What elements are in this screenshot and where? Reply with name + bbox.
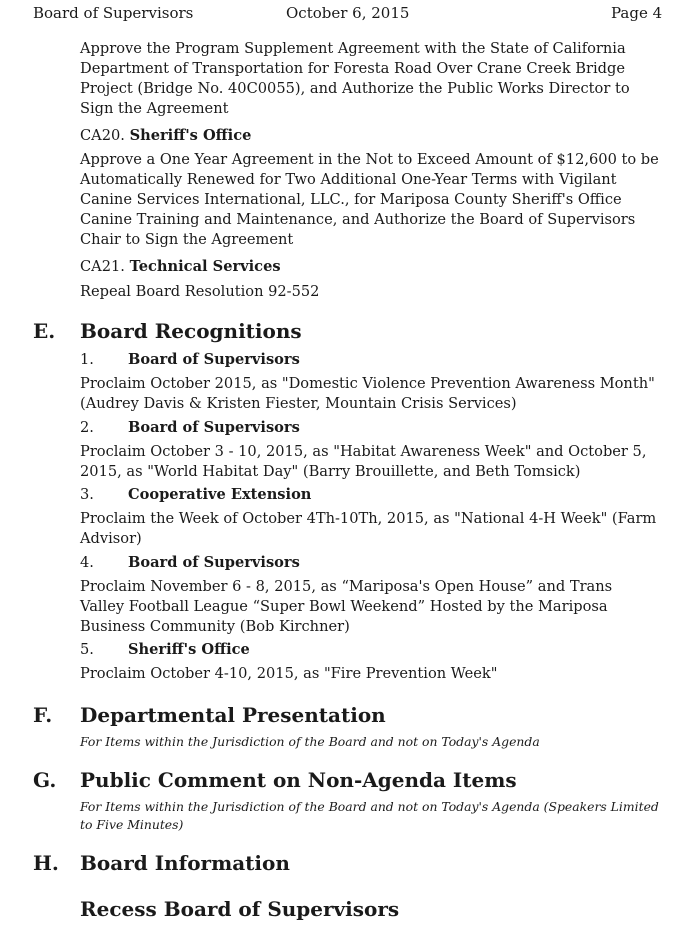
recognition-number: 1. <box>80 351 94 368</box>
consent-item-heading-ca20 <box>80 126 251 146</box>
consent-item-dept: Technical Services <box>129 258 281 275</box>
consent-item-code: CA21. <box>80 258 125 275</box>
recess-title: Recess Board of Supervisors <box>80 897 400 921</box>
section-g-letter: G. <box>33 768 57 792</box>
header-page-number: Page 4 <box>611 4 663 22</box>
consent-item-text-ca21: Repeal Board Resolution 92-552 <box>80 283 320 300</box>
section-h-letter: H. <box>33 851 59 875</box>
section-h-title: Board Information <box>80 851 290 875</box>
section-g-title: Public Comment on Non-Agenda Items <box>80 768 517 792</box>
recognition-title: Cooperative Extension <box>128 486 312 503</box>
section-e-title: Board Recognitions <box>80 319 302 343</box>
recognition-text: Proclaim October 2015, as "Domestic Violence Prevention Awareness Month" (Audrey Davis & Kristen Fiester, Mountain Crisis Services) <box>80 375 655 412</box>
recognition-number: 5. <box>80 641 94 658</box>
consent-item-text-ca20: Approve a One Year Agreement in the Not to Exceed Amount of $12,600 to be Automatically Renewed for Two Additional One-Year Terms with Vigilant Canine Services International, LLC., for Mariposa County Sheriff's Office Canine Training and Maintenance, and Authorize the Board of Supervisors Chair to Sign the Agreement <box>80 151 659 248</box>
recognition-title: Board of Supervisors <box>128 351 300 368</box>
consent-item-dept: Sheriff's Office <box>129 127 252 144</box>
section-g-note: For Items within the Jurisdiction of the Board and not on Today's Agenda (Speakers Limited to Five Minutes) <box>80 799 659 832</box>
recognition-text: Proclaim the Week of October 4Th-10Th, 2015, as "National 4-H Week" (Farm Advisor) <box>80 510 657 547</box>
section-f-note: For Items within the Jurisdiction of the Board and not on Today's Agenda <box>80 734 540 749</box>
consent-item-heading-ca21 <box>80 257 281 277</box>
recognition-number: 4. <box>80 554 94 571</box>
recognition-text: Proclaim October 4-10, 2015, as "Fire Prevention Week" <box>80 665 498 682</box>
section-f-letter: F. <box>33 703 53 727</box>
recognition-title: Sheriff's Office <box>128 641 250 658</box>
recognition-title: Board of Supervisors <box>128 554 300 571</box>
consent-item-code: CA20. <box>80 127 125 144</box>
header-date: October 6, 2015 <box>286 4 410 22</box>
section-f-title: Departmental Presentation <box>80 703 386 727</box>
recognition-number: 3. <box>80 486 94 503</box>
recognition-text: Proclaim November 6 - 8, 2015, as “Mariposa's Open House” and Trans Valley Football League “Super Bowl Weekend” Hosted by the Mariposa Business Community (Bob Kirchner) <box>80 578 613 635</box>
recognition-number: 2. <box>80 419 94 436</box>
recognition-text: Proclaim October 3 - 10, 2015, as "Habitat Awareness Week" and October 5, 2015, as "World Habitat Day" (Barry Brouillette, and Beth Tomsick) <box>80 443 647 480</box>
consent-item-text-ca19: Approve the Program Supplement Agreement with the State of California Department of Transportation for Foresta Road Over Crane Creek Bridge Project (Bridge No. 40C0055), and Authorize the Public Works Director to Sign the Agreement <box>80 40 630 117</box>
recognition-title: Board of Supervisors <box>128 419 300 436</box>
header-board-name: Board of Supervisors <box>33 4 194 22</box>
section-e-letter: E. <box>33 319 56 343</box>
